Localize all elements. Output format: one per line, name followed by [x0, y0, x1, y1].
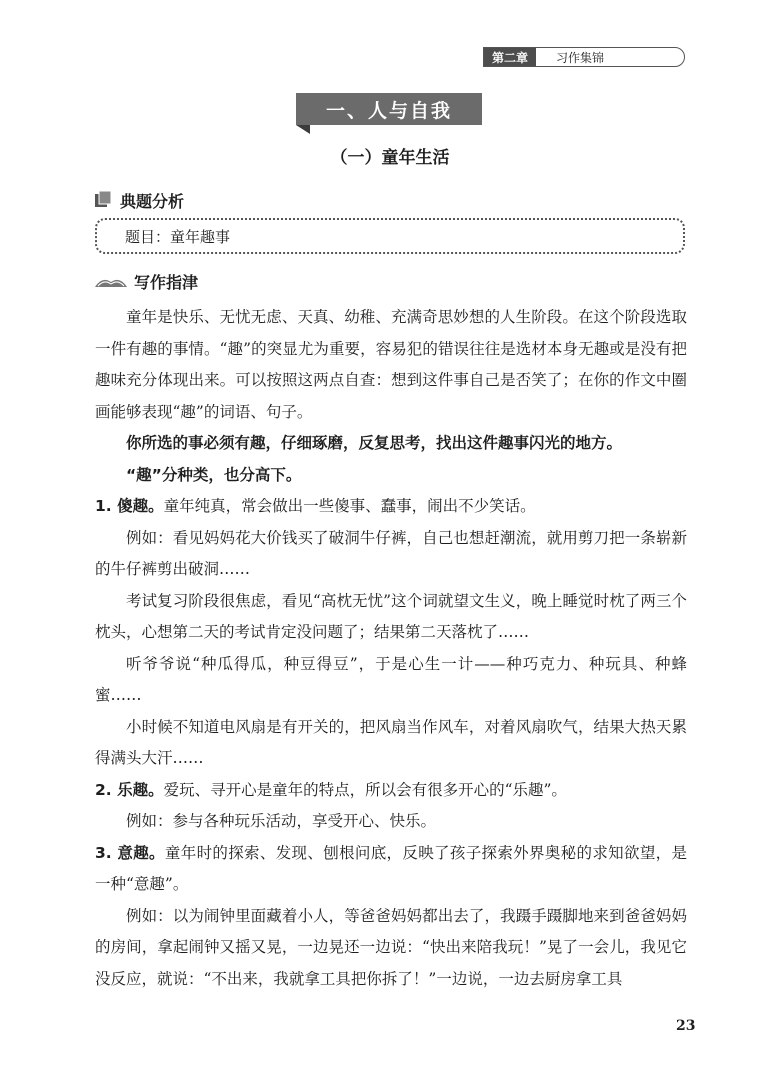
paragraph-bold: “趣”分种类，也分高下。	[126, 465, 302, 484]
guide-content	[95, 302, 687, 995]
paragraph: 童年是快乐、无忧无虑、天真、幼稚、充满奇思妙想的人生阶段。在这个阶段选取一件有趣的事情。“趣”的突显尤为重要，容易犯的错误往往是选材本身无趣或是没有把趣味充分体现出来。可以按照这两点自查：想到这件事自己是否笑了；在你的作文中圈画能够表现“趣”的词语、句子。	[95, 308, 687, 421]
example: 例如：看见妈妈花大价钱买了破洞牛仔裤，自己也想赶潮流，就用剪刀把一条崭新的牛仔裤剪出破洞……	[95, 528, 687, 578]
analysis-heading	[94, 189, 184, 212]
topic-text: 题目：童年趣事	[125, 227, 231, 246]
analysis-heading-text: 典题分析	[120, 192, 185, 211]
example: 小时候不知道电风扇是有开关的，把风扇当作风车，对着风扇吹气，结果大热天累得满头大汗……	[95, 717, 687, 767]
topic-box	[95, 218, 685, 254]
item-1-text: 童年纯真，常会做出一些傻事、蠢事，闹出不少笑话。	[163, 497, 536, 515]
guide-heading	[94, 270, 198, 293]
chapter-number: 第二章	[484, 48, 536, 66]
item-1-label: 1. 傻趣。	[95, 497, 164, 515]
guide-heading-text: 写作指津	[134, 273, 199, 292]
page-number: 23	[676, 1018, 696, 1034]
item-3-text: 童年时的探索、发现、刨根问底，反映了孩子探索外界奥秘的求知欲望，是一种“意趣”。	[95, 843, 687, 893]
example: 例如：以为闹钟里面藏着小人，等爸爸妈妈都出去了，我蹑手蹑脚地来到爸爸妈妈的房间，拿起闹钟又摇又晃，一边晃还一边说：“快出来陪我玩！”晃了一会儿，我见它没反应，就说：“不出来，我就拿工具把你拆了！”一边说，一边去厨房拿工具	[95, 906, 687, 988]
example: 考试复习阶段很焦虑，看见“高枕无忧”这个词就望文生义，晚上睡觉时枕了两三个枕头，心想第二天的考试肯定没问题了；结果第二天落枕了……	[95, 591, 687, 641]
book-icon	[94, 190, 114, 212]
chapter-name: 习作集锦	[556, 50, 605, 65]
item-2-text: 爱玩、寻开心是童年的特点，所以会有很多开心的“乐趣”。	[163, 780, 567, 799]
open-book-icon	[94, 272, 128, 292]
section-title: 一、人与自我	[296, 93, 482, 125]
item-2-label: 2. 乐趣。	[95, 780, 164, 799]
item-2	[95, 775, 687, 807]
subtitle: （一）童年生活	[330, 148, 450, 168]
item-3-label: 3. 意趣。	[95, 843, 165, 862]
example: 例如：参与各种玩乐活动，享受开心、快乐。	[126, 812, 437, 830]
example: 听爷爷说“种瓜得瓜，种豆得豆”，于是心生一计——种巧克力、种玩具、种蜂蜜……	[95, 654, 687, 704]
chapter-tab	[483, 47, 685, 67]
item-3	[95, 838, 687, 901]
item-1	[95, 491, 687, 523]
banner-fold-decoration	[296, 125, 310, 134]
paragraph-bold: 你所选的事必须有趣，仔细琢磨，反复思考，找出这件趣事闪光的地方。	[126, 434, 623, 452]
